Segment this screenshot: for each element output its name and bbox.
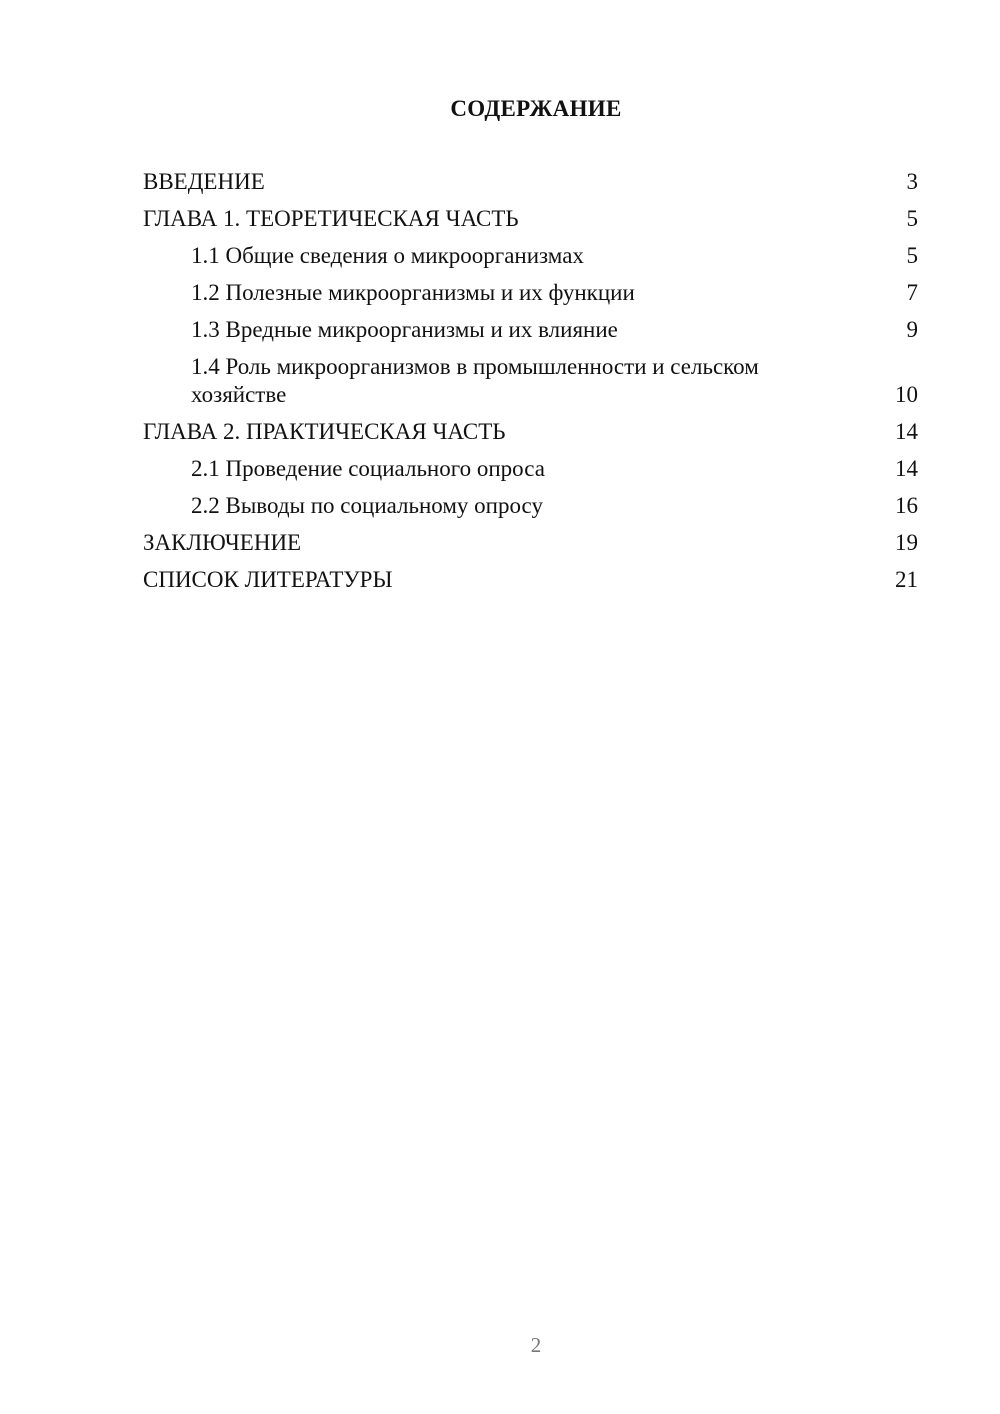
toc-entry-section-1-1[interactable] [143, 242, 918, 270]
toc-entry-section-1-2[interactable] [143, 279, 918, 307]
toc-title: СОДЕРЖАНИЕ [450, 96, 622, 121]
toc-entry-page: 14 [895, 419, 918, 444]
toc-entry-label: 1.4 Роль микроорганизмов в промышленности и сельском хозяйстве [191, 354, 759, 407]
toc-entry-page: 21 [895, 567, 918, 592]
toc-entry-section-1-3[interactable] [143, 316, 918, 344]
toc-entry-page: 3 [906, 169, 918, 194]
toc-entry-label: СПИСОК ЛИТЕРАТУРЫ [143, 567, 393, 592]
toc-entry-page: 5 [906, 206, 918, 231]
toc-entry-label: 1.1 Общие сведения о микроорганизмах [191, 243, 584, 268]
toc-entry-label: 1.3 Вредные микроорганизмы и их влияние [191, 317, 618, 342]
toc-entry-page: 5 [906, 243, 918, 268]
toc-entry-bibliography[interactable] [143, 566, 918, 594]
toc-entry-page: 9 [906, 317, 918, 342]
toc-entry-label: ГЛАВА 2. ПРАКТИЧЕСКАЯ ЧАСТЬ [143, 419, 506, 444]
page-number: 2 [530, 1333, 542, 1357]
table-of-contents [143, 168, 918, 603]
toc-entry-label: 1.2 Полезные микроорганизмы и их функции [191, 280, 635, 305]
toc-entry-chapter-2[interactable] [143, 418, 918, 446]
toc-entry-page: 16 [895, 493, 918, 518]
toc-entry-section-1-4[interactable] [143, 353, 918, 409]
toc-entry-label: ВВЕДЕНИЕ [143, 169, 265, 194]
toc-entry-page: 7 [906, 280, 918, 305]
toc-entry-label: ЗАКЛЮЧЕНИЕ [143, 530, 302, 555]
toc-entry-page: 14 [895, 456, 918, 481]
toc-entry-label: 2.2 Выводы по социальному опросу [191, 493, 543, 518]
toc-entry-section-2-1[interactable] [143, 455, 918, 483]
toc-entry-chapter-1[interactable] [143, 205, 918, 233]
toc-entry-label: ГЛАВА 1. ТЕОРЕТИЧЕСКАЯ ЧАСТЬ [143, 206, 519, 231]
toc-entry-section-2-2[interactable] [143, 492, 918, 520]
toc-entry-label: 2.1 Проведение социального опроса [191, 456, 545, 481]
toc-entry-introduction[interactable] [143, 168, 918, 196]
toc-entry-page: 19 [895, 530, 918, 555]
toc-entry-page: 10 [895, 382, 918, 407]
toc-entry-conclusion[interactable] [143, 529, 918, 557]
